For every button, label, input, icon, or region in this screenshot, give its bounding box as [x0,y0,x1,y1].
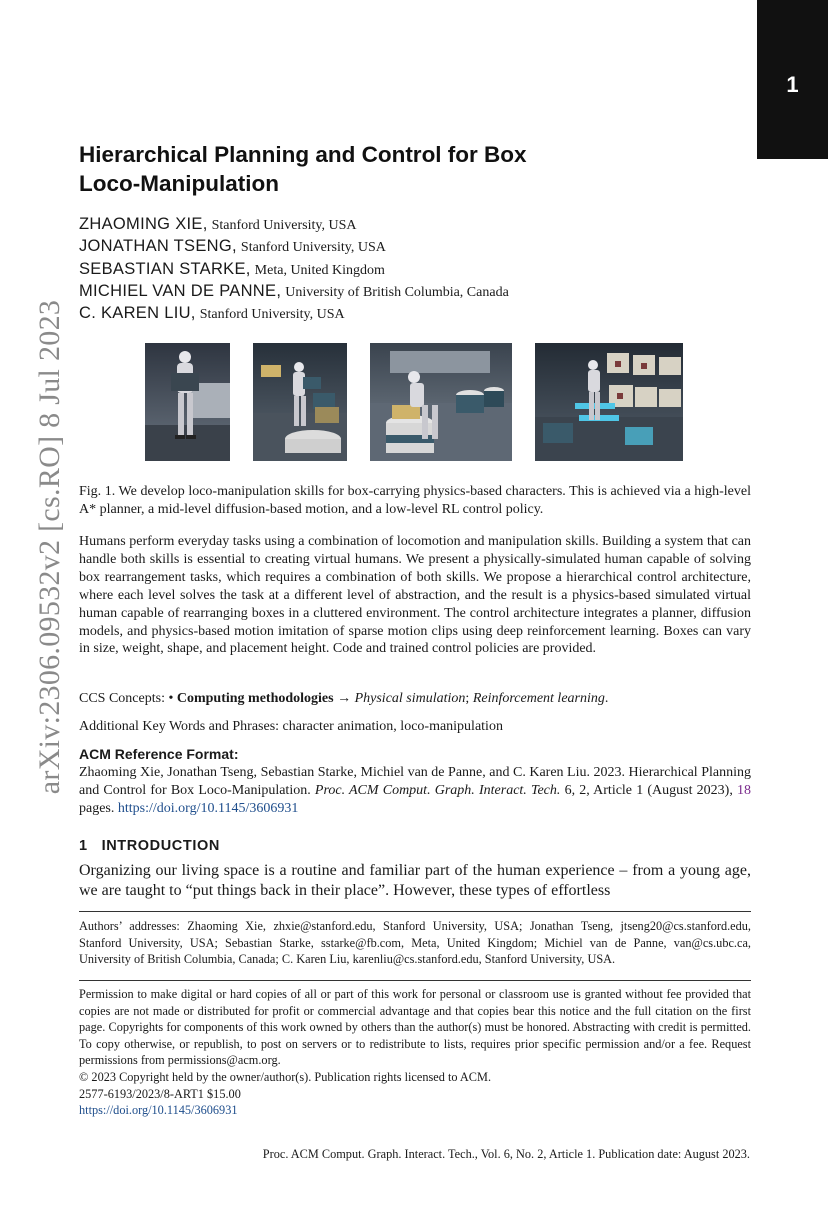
isbn-line: 2577-6193/2023/8-ART1 $15.00 [79,1086,241,1101]
ccs-bold-term: Computing methodologies [176,691,334,706]
permission-notice: Permission to make digital or hard copies of all or part of this work for personal or classroom use is granted without fee provided that copies are not made or distributed for profit or commercial advantage and that copies bear this notice and the full citation on the first page. Copyrights for components of this work owned by others than the author(s) must be honored. Abstracting with credit is permitted. To copy otherwise, or republish, to post on servers or to redistribute to lists, requires prior specific permission and/or a fee. Request permissions from permissions@acm.org. [79,987,751,1068]
figure-panel-robot-carrying-box [145,343,230,461]
doi-link[interactable]: https://doi.org/10.1145/3606931 [117,800,299,816]
footnote-divider [79,911,751,912]
figure-panel-robot-placing-box [370,343,512,461]
ccs-item: Physical simulation [354,691,466,706]
title-line-2: Loco-Manipulation [79,171,279,196]
author-name: MICHIEL VAN DE PANNE, [79,281,282,300]
ccs-separator: ; [465,691,473,706]
introduction-paragraph: Organizing our living space is a routine and familiar part of the human experience – from a young age, we are taught to “put things back in their place”. However, these types of effortless [79,862,751,899]
page-count-link[interactable]: 18 [737,782,751,798]
figure-panel-robot-shelf-boxes [535,343,683,461]
figure-panel-robot-stacking-boxes [253,343,347,461]
ccs-arrow: → [333,691,355,706]
author-entry [79,302,719,324]
author-entry [79,258,719,280]
author-affiliation: Meta, United Kingdom [254,262,385,278]
author-affiliation: Stanford University, USA [240,240,386,256]
author-addresses-footnote: Authors’ addresses: Zhaoming Xie, zhxie@stanford.edu, Stanford University, USA; Jonathan Tseng, jtseng20@cs.stanford.edu, Stanford University, USA; Sebastian Starke, sstarke@fb.com, Meta, United Kingdom; Michiel van de Panne, van@cs.ubc.ca, University of British Columbia, Canada; C. Karen Liu, karenliu@cs.stanford.edu, Stanford University, USA. [79,919,751,967]
section-heading [79,838,220,854]
author-entry [79,235,719,257]
permission-divider [79,980,751,981]
copyright-line: © 2023 Copyright held by the owner/author(s). Publication rights licensed to ACM. [79,1069,492,1084]
permission-notice-block [79,986,751,1119]
author-name: JONATHAN TSENG, [79,237,237,256]
figure-caption: Fig. 1. We develop loco-manipulation skills for box-carrying physics-based characters. This is achieved via a high-level A* planner, a mid-level diffusion-based motion, and a low-level RL control policy. [79,484,751,517]
acm-reference-text: 6, 2, Article 1 (August 2023), [560,782,737,798]
author-affiliation: Stanford University, USA [199,307,345,323]
title-line-1: Hierarchical Planning and Control for Box [79,142,527,167]
acm-reference-text: pages. [79,800,118,816]
author-name: SEBASTIAN STARKE, [79,259,251,278]
section-number: 1 [79,838,88,854]
doi-footer-link[interactable]: https://doi.org/10.1145/3606931 [79,1103,238,1118]
abstract: Humans perform everyday tasks using a combination of locomotion and manipulation skills. Building a system that can handle both skills is essential to creating virtual humans. We present a physically-simulated human capable of solving box rearrangement tasks, which requires a combination of both skills. We propose a hierarchical control architecture, where each level solves the task at a different level of abstraction, and the result is a physics-based simulated virtual human capable of rearranging boxes in a cluttered environment. The control architecture integrates a planner, diffusion models, and physics-based motion imitation of sparse motion clips using deep reinforcement learning. Boxes can vary in size, weight, shape, and placement height. Code and trained control policies are provided. [79,534,751,657]
acm-reference-heading: ACM Reference Format: [79,746,239,762]
acm-reference-journal: Proc. ACM Comput. Graph. Interact. Tech. [314,782,561,798]
ccs-prefix: CCS Concepts: • [79,691,177,706]
keywords: Additional Key Words and Phrases: character animation, loco-manipulation [79,719,503,734]
page-number: 1 [786,72,799,97]
author-entry [79,213,719,235]
author-list [79,213,719,324]
arxiv-identifier-stamp: arXiv:2306.09532v2 [cs.RO] 8 Jul 2023 [33,299,66,795]
ccs-end: . [604,691,609,706]
teaser-figure [145,343,685,461]
acm-reference [79,764,751,818]
ccs-concepts [79,690,751,708]
ccs-item: Reinforcement learning [472,691,605,706]
section-title: INTRODUCTION [101,838,220,854]
running-footer: Proc. ACM Comput. Graph. Interact. Tech., Vol. 6, No. 2, Article 1. Publication date: August 2023. [262,1147,750,1161]
paper-title [79,140,639,198]
author-affiliation: University of British Columbia, Canada [285,284,509,300]
acm-reference-text: Zhaoming Xie, Jonathan Tseng, Sebastian Starke, Michiel van de Panne, and C. Karen Liu. 2023. Hierarchical Planning and Control for Box Loco-Manipulation. [79,765,751,798]
author-name: C. KAREN LIU, [79,304,196,323]
author-name: ZHAOMING XIE, [79,215,208,233]
author-affiliation: Stanford University, USA [211,218,357,233]
author-entry [79,280,719,302]
